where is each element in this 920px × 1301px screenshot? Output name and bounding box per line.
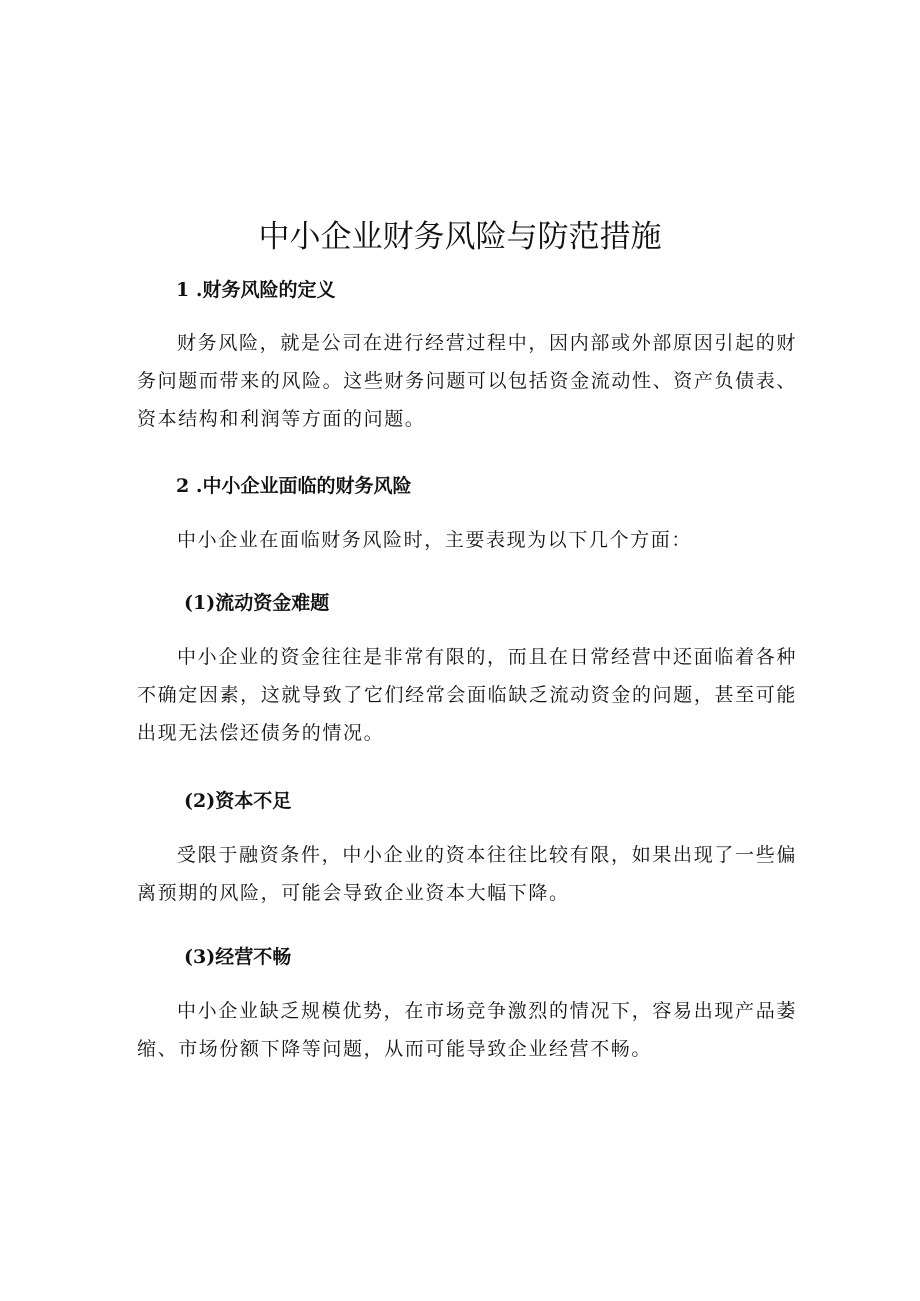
subsection-heading-1: (1)流动资金难题 (184, 592, 330, 614)
section-paragraph-2: 中小企业在面临财务风险时，主要表现为以下几个方面： (177, 529, 693, 551)
document-title: 中小企业财务风险与防范措施 (258, 219, 662, 255)
subsection-paragraph-3: 中小企业缺乏规模优势，在市场竞争激烈的情况下，容易出现产品萎缩、市场份额下降等问题，从而可能导致企业经营不畅。 (137, 1000, 797, 1060)
subsection-paragraph-2: 受限于融资条件，中小企业的资本往往比较有限，如果出现了一些偏离预期的风险，可能会导致企业资本大幅下降。 (137, 844, 797, 904)
section-heading-1: 1 .财务风险的定义 (176, 279, 336, 301)
subsection-heading-2: (2)资本不足 (184, 790, 292, 812)
section-heading-2: 2 .中小企业面临的财务风险 (176, 475, 412, 497)
subsection-paragraph-1: 中小企业的资金往往是非常有限的，而且在日常经营中还面临着各种不确定因素，这就导致了它们经常会面临缺乏流动资金的问题，甚至可能出现无法偿还债务的情况。 (137, 646, 797, 744)
section-paragraph-1: 财务风险，就是公司在进行经营过程中，因内部或外部原因引起的财务问题而带来的风险。这些财务问题可以包括资金流动性、资产负债表、资本结构和利润等方面的问题。 (137, 332, 797, 430)
subsection-heading-3: (3)经营不畅 (184, 946, 292, 968)
